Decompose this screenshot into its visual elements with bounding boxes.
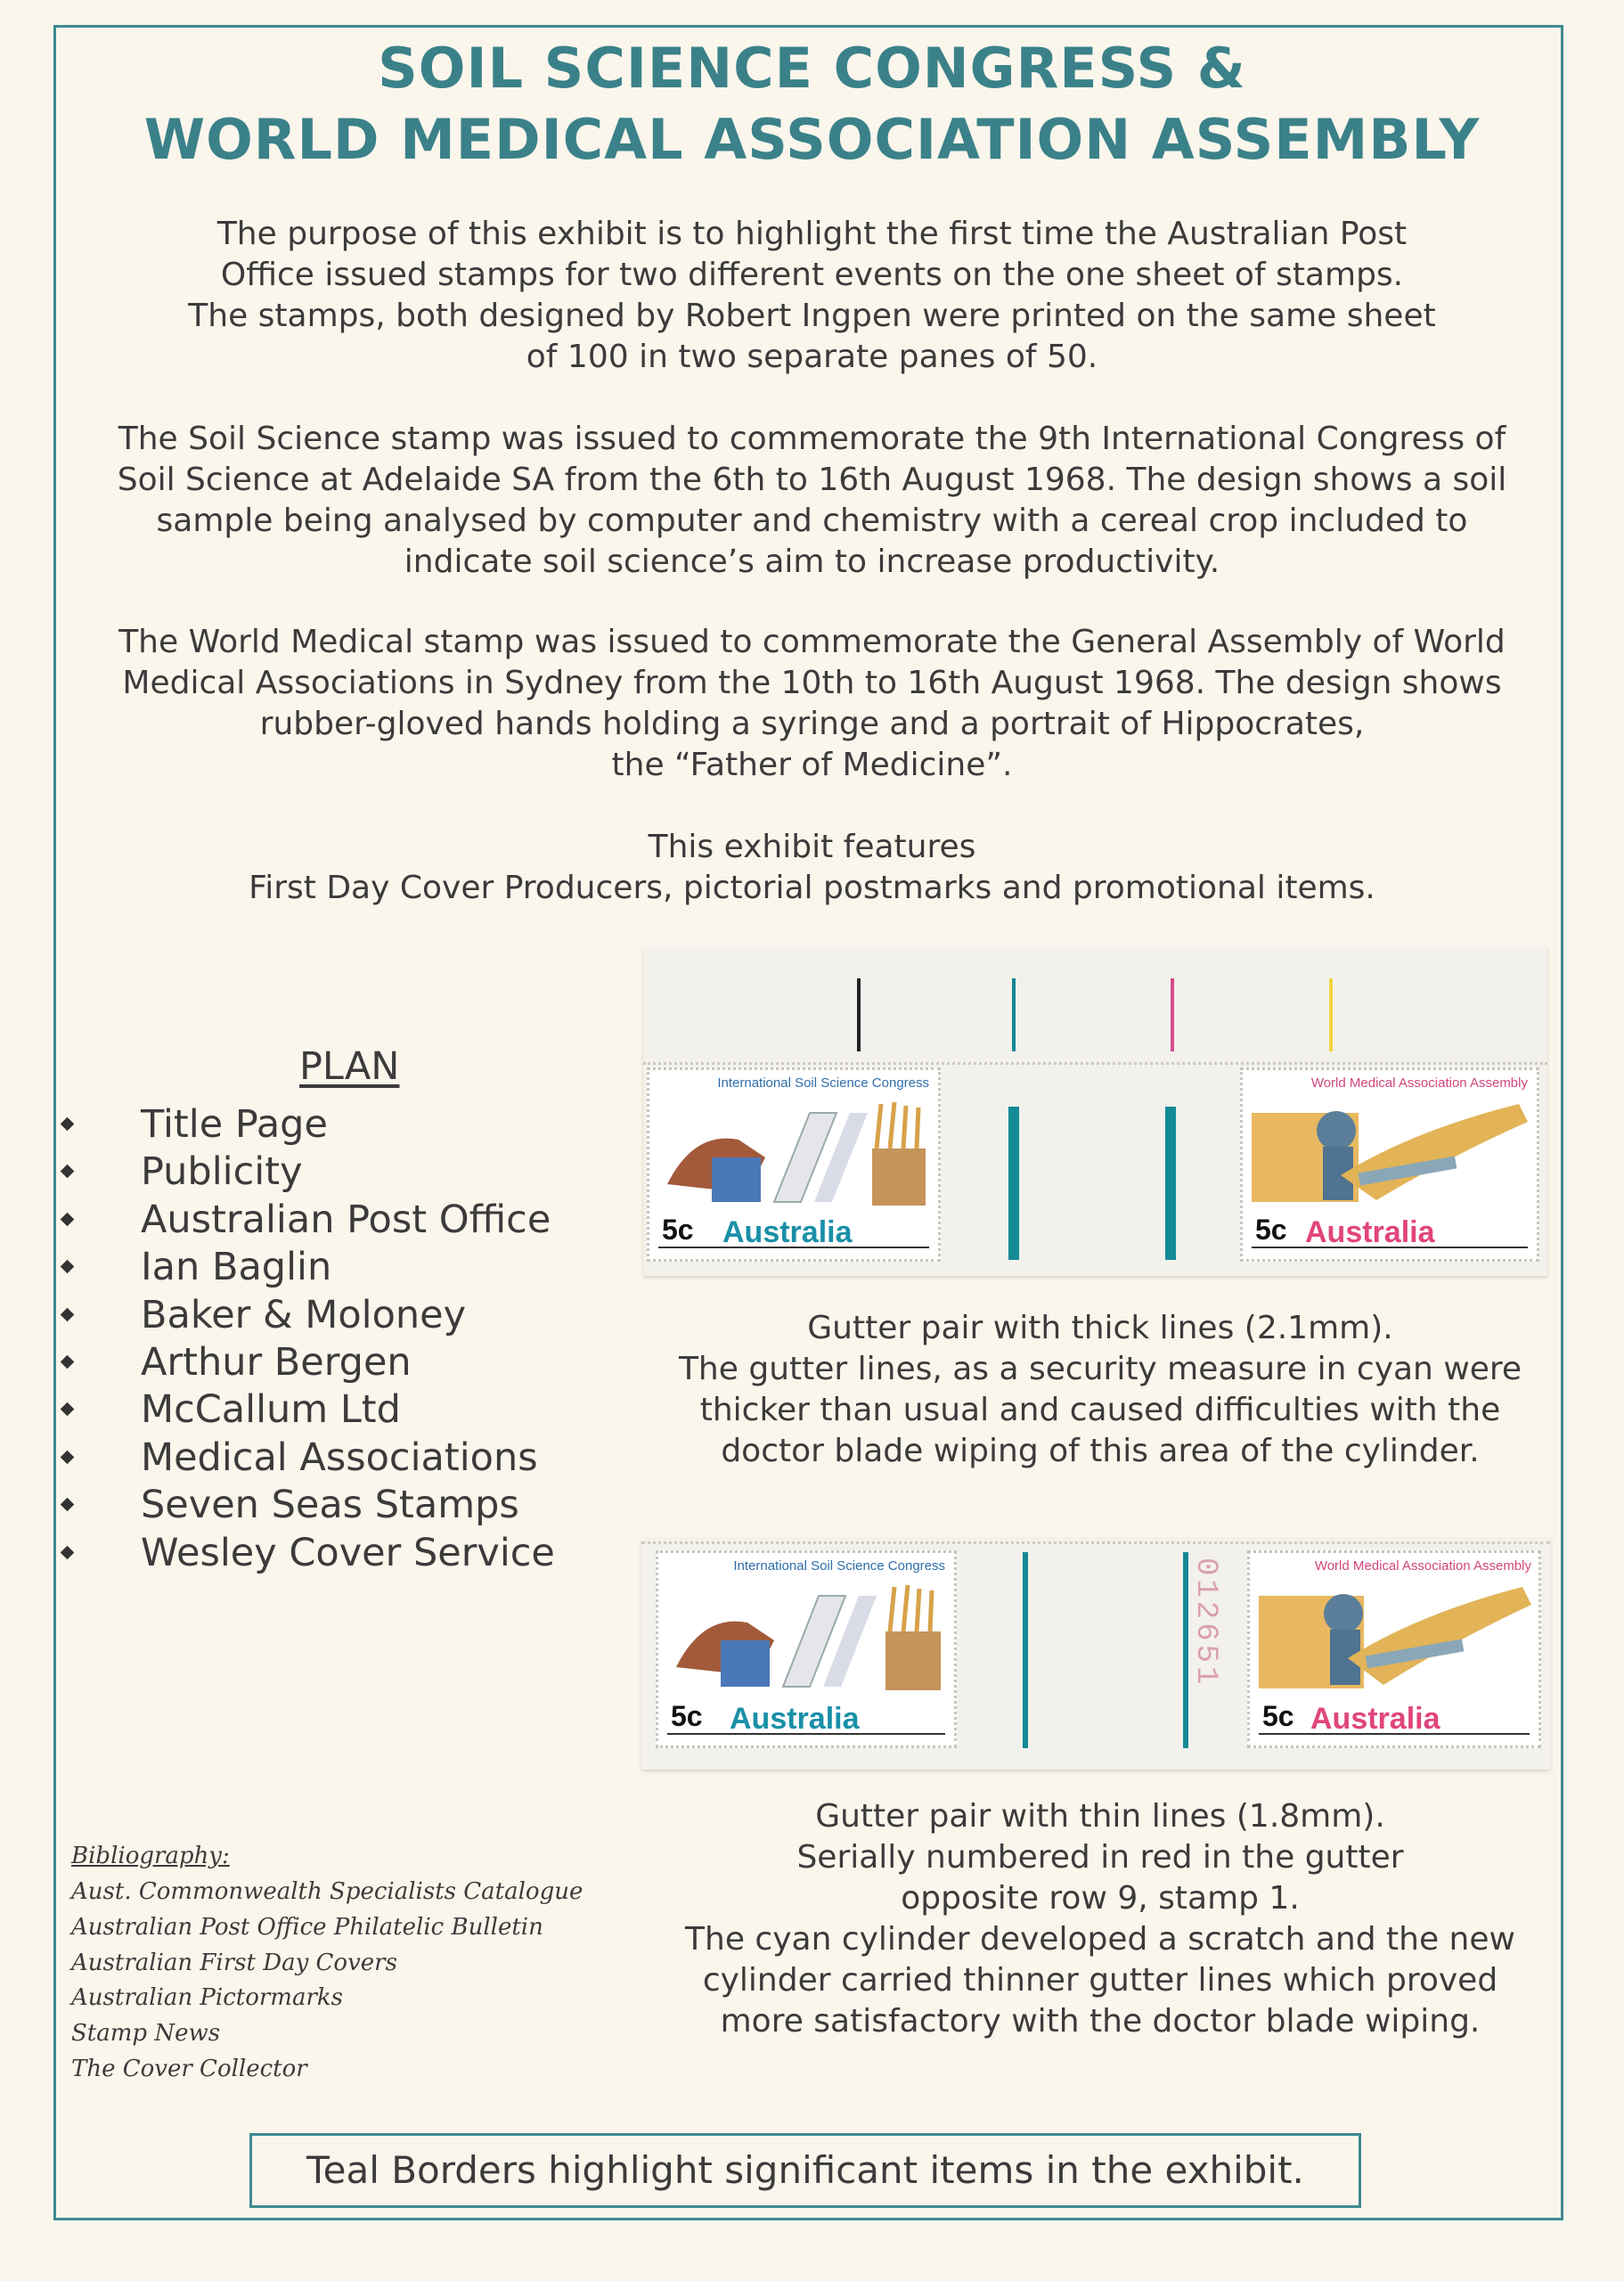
text-line: Medical Associations in Sydney from the 10th to 16th August 1968. The design shows	[122, 665, 1502, 701]
soil-stamp-title: International Soil Science Congress	[717, 1075, 929, 1091]
plan-heading: PLAN	[299, 1044, 400, 1089]
text-line: First Day Cover Producers, pictorial postmarks and promotional items.	[249, 870, 1375, 906]
text-line: This exhibit features	[648, 829, 976, 865]
text-line: doctor blade wiping of this area of the cylinder.	[721, 1433, 1480, 1469]
world-medical-stamp	[1240, 1067, 1539, 1262]
bibliography-heading: Bibliography:	[71, 1843, 230, 1869]
intro-paragraph-3	[53, 622, 1571, 786]
soil-science-stamp	[656, 1550, 957, 1748]
stamp-denomination: 5c	[662, 1214, 694, 1246]
text-line: The gutter lines, as a security measure in cyan were	[678, 1351, 1522, 1387]
text-line: Gutter pair with thin lines (1.8mm).	[815, 1798, 1385, 1835]
stamp-country: Australia	[1310, 1702, 1440, 1736]
title-line-1: SOIL SCIENCE CONGRESS &	[378, 36, 1246, 101]
plan-item-label: Australian Post Office	[141, 1197, 551, 1242]
intro-paragraph-2	[53, 419, 1571, 583]
plan-item-label: Seven Seas Stamps	[141, 1483, 519, 1528]
text-line: The World Medical stamp was issued to commemorate the General Assembly of World	[118, 624, 1506, 660]
soil-stamp-artwork	[658, 1095, 934, 1209]
text-line: cylinder carried thinner gutter lines which proved	[702, 1962, 1498, 1999]
text-line: Office issued stamps for two different events on the one sheet of stamps.	[220, 257, 1404, 293]
bibliography-item: Stamp News	[71, 2020, 221, 2048]
bibliography-item: Aust. Commonwealth Specialists Catalogue	[71, 1878, 583, 1905]
text-line: rubber-gloved hands holding a syringe and a portrait of Hippocrates,	[259, 706, 1365, 742]
text-line: Serially numbered in red in the gutter	[796, 1839, 1404, 1876]
perforation-row	[643, 1062, 1547, 1065]
medical-stamp-artwork	[1252, 1095, 1533, 1209]
intro-paragraph-1	[53, 214, 1571, 378]
footer-note: Teal Borders highlight significant items in the exhibit.	[249, 2133, 1361, 2208]
gutter-line-thin-left	[1023, 1552, 1028, 1748]
bibliography	[71, 1843, 583, 2088]
text-line: Soil Science at Adelaide SA from the 6th to 16th August 1968. The design shows a soil	[117, 462, 1507, 498]
bibliography-item: Australian First Day Covers	[71, 1949, 397, 1976]
text-line: sample being analysed by computer and chemistry with a cereal crop included to	[156, 503, 1468, 539]
gutter-pair-thin	[641, 1538, 1550, 1770]
plan-item-label: Title Page	[141, 1102, 328, 1147]
plan-item-label: Publicity	[141, 1149, 303, 1195]
text-line: opposite row 9, stamp 1.	[901, 1880, 1300, 1917]
text-line: The cyan cylinder developed a scratch and the new	[685, 1921, 1515, 1958]
text-line: thicker than usual and caused difficulties with the	[699, 1392, 1501, 1428]
stamp-denomination: 5c	[1255, 1214, 1287, 1246]
plan-item-label: Baker & Moloney	[141, 1292, 467, 1337]
stamp-country: Australia	[1305, 1215, 1435, 1249]
gutter-line-thick-left	[1008, 1107, 1019, 1260]
text-line: Gutter pair with thick lines (2.1mm).	[807, 1310, 1393, 1346]
registration-bar-cyan	[1012, 978, 1016, 1051]
text-line: The purpose of this exhibit is to highlight the first time the Australian Post	[216, 216, 1408, 252]
soil-science-stamp	[647, 1067, 941, 1262]
text-line: of 100 in two separate panes of 50.	[526, 339, 1098, 375]
stamp-denomination: 5c	[1262, 1700, 1294, 1732]
intro-paragraph-4	[53, 827, 1571, 909]
medical-stamp-title: World Medical Association Assembly	[1314, 1558, 1531, 1574]
serial-number: 012651	[1188, 1557, 1222, 1688]
plan-item-label: McCallum Ltd	[141, 1387, 401, 1433]
stamp-country: Australia	[730, 1702, 860, 1736]
plan-item-label: Wesley Cover Service	[141, 1530, 555, 1575]
gutter-line-thick-right	[1165, 1107, 1176, 1260]
plan-item-label: Ian Baglin	[141, 1245, 332, 1290]
title-line-2: WORLD MEDICAL ASSOCIATION ASSEMBLY	[143, 107, 1481, 172]
registration-bar-black	[857, 978, 861, 1051]
text-line: The stamps, both designed by Robert Ingpen were printed on the same sheet	[188, 298, 1436, 334]
caption-thin-lines	[641, 1796, 1559, 2042]
bibliography-item: The Cover Collector	[71, 2055, 307, 2082]
stamp-denomination: 5c	[671, 1700, 703, 1732]
bibliography-item: Australian Pictormarks	[71, 1984, 343, 2012]
plan-item-label: Medical Associations	[141, 1435, 538, 1480]
stamp-country: Australia	[722, 1215, 853, 1249]
soil-stamp-artwork	[667, 1578, 951, 1694]
registration-bar-magenta	[1171, 978, 1174, 1051]
bibliography-item: Australian Post Office Philatelic Bulletin	[71, 1913, 543, 1941]
medical-stamp-title: World Medical Association Assembly	[1310, 1075, 1528, 1091]
medical-stamp-artwork	[1259, 1578, 1535, 1694]
gutter-pair-thick	[643, 946, 1547, 1276]
registration-bar-yellow	[1329, 978, 1333, 1051]
world-medical-stamp	[1247, 1550, 1541, 1748]
text-line: indicate soil science’s aim to increase productivity.	[404, 544, 1220, 580]
caption-thick-lines	[641, 1308, 1559, 1472]
text-line: more satisfactory with the doctor blade wiping.	[720, 2003, 1481, 2040]
perforation-row	[641, 1541, 1550, 1544]
text-line: The Soil Science stamp was issued to commemorate the 9th International Congress of	[118, 421, 1506, 457]
plan-item-label: Arthur Bergen	[141, 1339, 412, 1385]
text-line: the “Father of Medicine”.	[611, 747, 1013, 783]
soil-stamp-title: International Soil Science Congress	[733, 1558, 945, 1574]
